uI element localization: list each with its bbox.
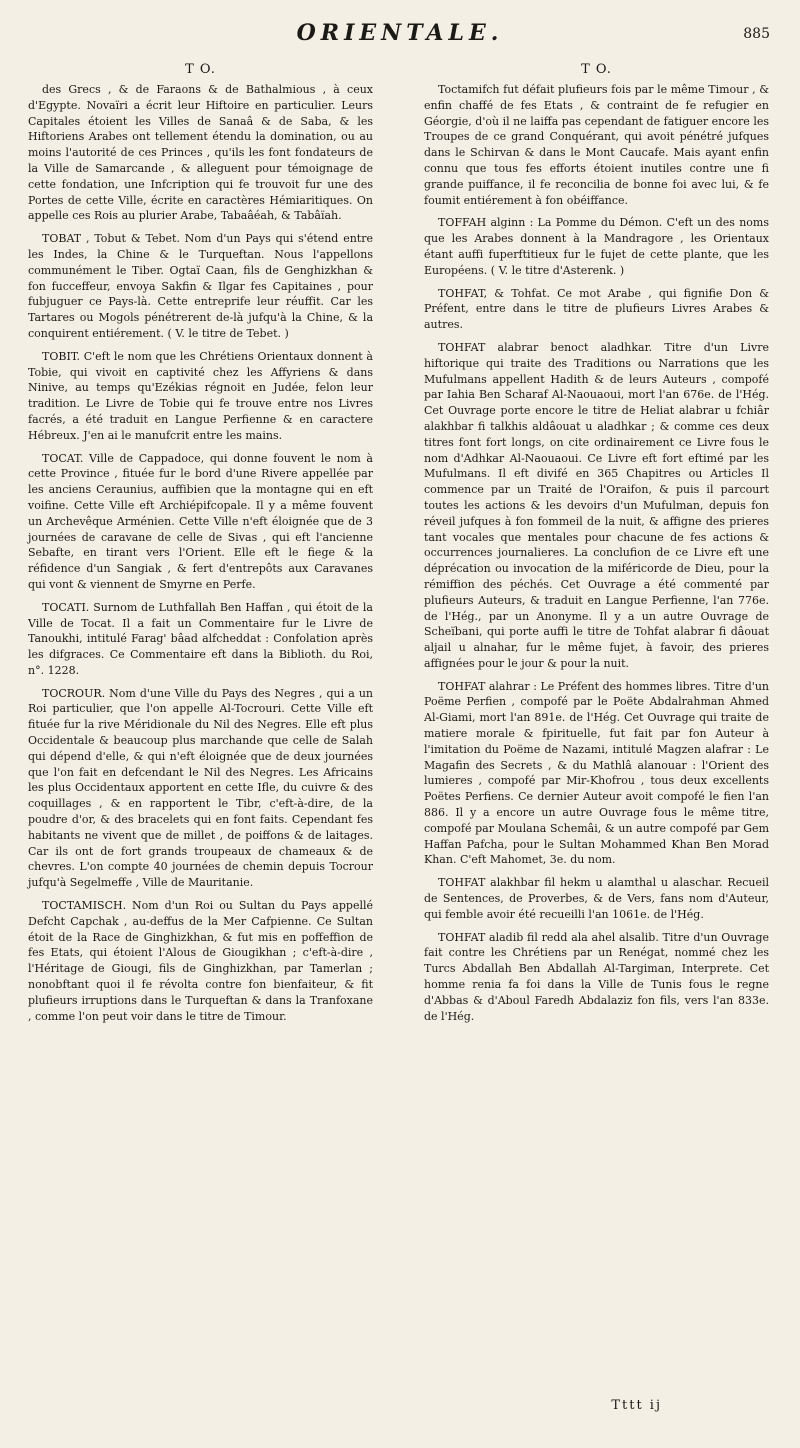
- left-column: [28, 62, 373, 1031]
- entry-toctamisch-cont: Toctamifch fut défait plufieurs fois par le même Timour , & enfin chaffé de fes Etats , & contraint de fe refugier en Géorgie, d'où il ne laiffa pas cependant de fatiguer encore les Troupes de ce grand Conquérant, qui avoit pénétré jufques dans le Schirvan & dans le Mont Caucafe. Mais ayant enfin connu que tous fes efforts étoient inutiles contre une fi grande puiffance, il fe reconcilia de bonne foi avec lui, & fe foumit entiérement à fon obéiffance.: [424, 83, 769, 207]
- entry-tohfat-alakhbar: TOHFAT alakhbar fil hekm u alamthal u alaschar. Recueil de Sentences, de Proverbes, & de Vers, fans nom d'Auteur, qui femble avoir été recueilli l'an 1061e. de l'Hég.: [424, 876, 769, 921]
- entry-tobit: TOBIT. C'eft le nom que les Chrétiens Orientaux donnent à Tobie, qui vivoit en captivité chez les Affyriens & dans Ninive, au temps qu'Ezékias régnoit en Judée, felon leur tradition. Le Livre de Tobie qui fe trouve entre nos Livres facrés, a été traduit en Langue Perfienne & en caractere Hébreux. J'en ai le manufcrit entre les mains.: [28, 349, 373, 442]
- running-head-title: ORIENTALE.: [296, 20, 504, 46]
- entry-toffah: TOFFAH alginn : La Pomme du Démon. C'eft un des noms que les Arabes donnent à la Mandragore , les Orientaux étant auffi fuperftitieux fur le fujet de cette plante, que les Européens. ( V. le titre d'Asterenk. ): [424, 216, 769, 277]
- entry-tocat: TOCAT. Ville de Cappadoce, qui donne fouvent le nom à cette Province , fituée fur le bord d'une Rivere appellée par les anciens Ceraunius, auffibien que la montagne qui en eft voifine. Cette Ville eft Archiépifcopale. Il y a même fouvent un Archevêque Arménien. Cette Ville n'eft éloignée que de 3 journées de caravane de celle de Sivas , qui eft l'ancienne Sebafte, en tirant vers l'Orient. Elle eft le fiege & la réfidence d'un Sangiak , & fert d'entrepôts aux Caravanes qui vont & viennent de Smyrne en Perfe.: [28, 451, 373, 591]
- signature-mark: Tttt ij: [611, 1398, 662, 1413]
- entry-tocrour: TOCROUR. Nom d'une Ville du Pays des Negres , qui a un Roi particulier, que l'on appelle Al-Tocrouri. Cette Ville eft fituée fur la rive Méridionale du Nil des Negres. Elle eft plus Occidentale & beaucoup plus marchande que celle de Salah qui dépend d'elle, & qui n'eft éloignée que de deux journées que l'on fait en defcendant le Nil des Negres. Les Africains les plus Occidentaux apportent en cette Ifle, du cuivre & des coquillages , & en rapportent le Tibr, c'eft-à-dire, de la poudre d'or, & des bracelets qui en font faits. Cependant fes habitants ne vivent que de millet , de poiffons & de laitages. Car ils ont de fort grands troupeaux de chameaux & de chevres. L'on compte 40 journées de chemin depuis Tocrour jufqu'à Segelmeffe , Ville de Mauritanie.: [28, 686, 373, 890]
- entry-tohfat-alahrar: TOHFAT alahrar : Le Préfent des hommes libres. Titre d'un Poëme Perfien , compofé par le Poëte Abdalrahman Ahmed Al-Giami, mort l'an 891e. de l'Hég. Cet Ouvrage qui traite de matiere morale & fpirituelle, fut fait par fon Auteur à l'imitation du Poëme de Nazami, intitulé Magzen alafrar : Le Magafin des Secrets , & du Mathlâ alanouar : l'Orient des lumieres , compofé par Mir-Khofrou , tous deux excellents Poëtes Perfiens. Ce dernier Auteur avoit compofé le fien l'an 886. Il y a encore un autre Ouvrage fous le même titre, compofé par Moulana Schemâi, & un autre compofé par Gem Haffan Pafcha, pour le Sultan Mohammed Khan Ben Morad Khan. C'eft Mahomet, 3e. du nom.: [424, 679, 769, 867]
- entry-grecs: des Grecs , & de Faraons & de Bathalmious , à ceux d'Egypte. Novaïri a écrit leur Hiftoire en particulier. Leurs Capitales étoient les Villes de Sanaâ & de Saba, & les Hiftoriens Arabes ont tellement étendu la domination, ou au moins l'autorité de ces Princes , qu'ils les font fondateurs de la Ville de Samarcande , & alleguent pour témoignage de cette fondation, une Infcription qui fe trouvoit fur une des Portes de cette Ville, écrite en caractères Hémiaritiques. On appelle ces Rois au plurier Arabe, Tabaâéah, & Tabâïah.: [28, 83, 373, 223]
- entry-tohfat: TOHFAT, & Tohfat. Ce mot Arabe , qui fignifie Don & Préfent, entre dans le titre de plufieurs Livres Arabes & autres.: [424, 286, 769, 332]
- page-number: 885: [743, 26, 770, 42]
- entry-tohfat-alabrar: TOHFAT alabrar benoct aladhkar. Titre d'un Livre hiftorique qui traite des Traditions ou Narrations que les Mufulmans appellent Hadith & de leurs Auteurs , compofé par Iahia Ben Scharaf Al-Naouaoui, mort l'an 676e. de l'Hég. Cet Ouvrage porte encore le titre de Heliat alabrar u fchiâr alakhbar fi talkhis aldâouat u aladhkar ; & comme ces deux titres font fort longs, on cite ordinairement ce Livre fous le nom d'Adhkar Al-Naouaoui. Ce Livre eft fort eftimé par les Mufulmans. Il eft divifé en 365 Chapitres ou Articles Il commence par un Traité de l'Oraifon, & puis il parcourt toutes les actions & les devoirs d'un Mufulman, depuis fon réveil jufques à fon fommeil de la nuit, & affigne des prieres tant vocales que mentales pour chacune de fes actions & occurrences journalieres. La conclufion de ce Livre eft une déprécation ou invocation de la miféricorde de Dieu, pour la rémiffion des péchés. Cet Ouvrage a été commenté par plufieurs Auteurs, & traduit en Langue Perfienne, l'an 776e. de l'Hég., par un Anonyme. Il y a un autre Ouvrage de Scheïbani, qui porte auffi le titre de Tohfat alabrar fi dâouat aljail u alnahar, fur le même fujet, à favoir, des prieres affignées pour le jour & pour la nuit.: [424, 340, 769, 670]
- entry-tobat: TOBAT , Tobut & Tebet. Nom d'un Pays qui s'étend entre les Indes, la Chine & le Turqueftan. Nous l'appellons communément le Tiber. Ogtaï Caan, fils de Genghizkhan & fon fucceffeur, envoya Sakfin & Ilgar fes Capitaines , pour fubjuguer ce Pays-là. Cette entreprife leur réuffit. Car les Tartares ou Mogols pénétrerent de-là jufqu'à la Chine, & la conquirent entiérement. ( V. le titre de Tebet. ): [28, 232, 373, 340]
- entry-toctamisch: TOCTAMISCH. Nom d'un Roi ou Sultan du Pays appellé Defcht Capchak , au-deffus de la Mer Cafpienne. Ce Sultan étoit de la Race de Ginghizkhan, & fut mis en poffeffion de fes Etats, qui étoient l'Alous de Giougikhan ; c'eft-à-dire , l'Héritage de Giougi, fils de Ginghizkhan, par Tamerlan ; nonobftant quoi il fe révolta contre fon bienfaiteur, & fit plufieurs irruptions dans le Turqueftan & dans la Tranfoxane , comme l'on peut voir dans le titre de Timour.: [28, 899, 373, 1023]
- right-column: [424, 62, 769, 1031]
- entry-tocati: TOCATI. Surnom de Luthfallah Ben Haffan , qui étoit de la Ville de Tocat. Il a fait un Commentaire fur le Livre de Tanoukhi, intitulé Farag' bâad alfcheddat : Confolation après les difgraces. Ce Commentaire eft dans la Biblioth. du Roi, n°. 1228.: [28, 600, 373, 677]
- column-head: T O.: [581, 62, 612, 77]
- column-head: T O.: [185, 62, 216, 77]
- entry-tohfat-aladib: TOHFAT aladib fil redd ala ahel alsalib. Titre d'un Ouvrage fait contre les Chrétiens par un Renégat, nommé chez les Turcs Abdallah Ben Abdallah Al-Targiman, Interprete. Cet homme renia fa foi dans la Ville de Tunis fous le regne d'Abbas & d'Aboul Faredh Abdalaziz fon fils, vers l'an 833e. de l'Hég.: [424, 930, 769, 1023]
